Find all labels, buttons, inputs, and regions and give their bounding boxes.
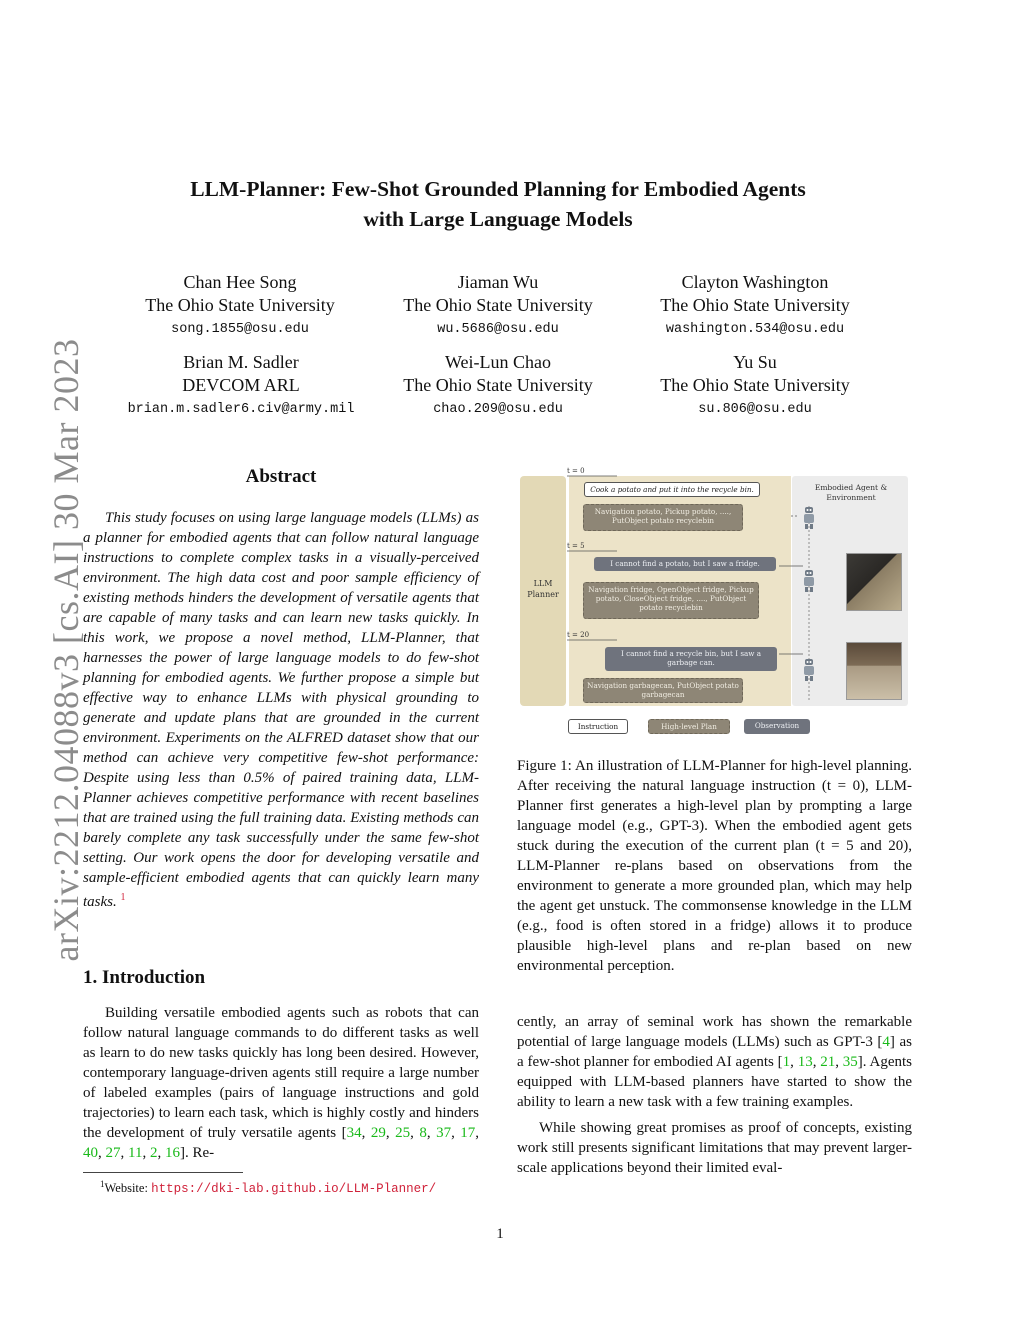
figure-1 bbox=[517, 466, 911, 743]
author-block bbox=[378, 271, 618, 342]
author-name: Yu Su bbox=[733, 352, 777, 372]
figure-caption: Figure 1: An illustration of LLM-Planner for high-level planning. After receiving the natural language instruction (t = 0), LLM-Planner first generates a high-level plan by prompting a large language model (e.g., GPT-3). When the embodied agent gets stuck during the execution of the current plan (t = 5 and 20), LLM-Planner re-plans based on observations from the environment to generate a more grounded plan, which may help the agent get unstuck. The commonsense knowledge in the LLM (e.g., food is often stored in a fridge) allows it to produce plausible high-level plans and re-plan based on new environmental perception. bbox=[517, 758, 912, 974]
footnote-label: Website: bbox=[104, 1181, 152, 1196]
author-affiliation: The Ohio State University bbox=[660, 375, 850, 395]
time-marker: t = 0 bbox=[567, 467, 585, 475]
author-block bbox=[635, 271, 875, 342]
observation-photo bbox=[846, 642, 902, 700]
citation-link[interactable]: 17 bbox=[460, 1125, 476, 1141]
author-block bbox=[120, 271, 360, 342]
footnote bbox=[100, 1179, 436, 1196]
robot-icon bbox=[801, 506, 817, 530]
footnote-number: 1 bbox=[100, 1179, 105, 1189]
author-affiliation: The Ohio State University bbox=[660, 295, 850, 315]
observation-photo bbox=[846, 553, 902, 611]
legend-plan: High-level Plan bbox=[648, 719, 730, 734]
arxiv-stamp: arXiv:2212.04088v3 [cs.AI] 30 Mar 2023 bbox=[46, 338, 86, 962]
author-name: Jiaman Wu bbox=[457, 272, 539, 292]
author-name: Brian M. Sadler bbox=[183, 352, 299, 372]
plan-box: Navigation potato, Pickup potato, ...., PutObject potato recyclebin bbox=[583, 504, 743, 531]
author-email[interactable]: su.806@osu.edu bbox=[698, 402, 812, 417]
environment-label: Embodied Agent & Environment bbox=[814, 483, 888, 502]
robot-icon bbox=[801, 569, 817, 593]
author-name: Wei-Lun Chao bbox=[444, 352, 552, 372]
author-email[interactable]: washington.534@osu.edu bbox=[665, 322, 845, 337]
author-affiliation: The Ohio State University bbox=[145, 295, 335, 315]
intro-paragraph bbox=[83, 1003, 479, 1163]
time-marker: t = 5 bbox=[567, 542, 585, 550]
footnote-rule bbox=[83, 1172, 243, 1173]
author-block bbox=[635, 351, 875, 422]
planner-label: LLM Planner bbox=[527, 579, 559, 599]
citation-link[interactable]: 35 bbox=[842, 1054, 858, 1070]
plan-box: Navigation garbagecan, PutObject potato garbagecan bbox=[583, 678, 743, 703]
legend-observation: Observation bbox=[744, 719, 810, 734]
paragraph-text: ] as a few-shot planner for embodied AI agents [ bbox=[517, 1034, 912, 1070]
intro-text: Building versatile embodied agents such as robots that can follow natural language commands to do different tasks as well as learn to do new tasks quickly has long been desired. However, contemporary language-driven agents still require a large number of labeled examples (pairs of language instructions and gold trajectories) to learn each task, which is highly costly and hinders the development of truly versatile agents [ bbox=[83, 1005, 479, 1141]
author-email[interactable]: song.1855@osu.edu bbox=[171, 322, 309, 337]
robot-icon bbox=[801, 658, 817, 682]
time-marker: t = 20 bbox=[567, 631, 590, 639]
abstract-text: This study focuses on using large language models (LLMs) as a planner for embodied agents that can follow natural language instructions to complete complex tasks in a visually-perceived environment. The high data cost and poor sample efficiency of existing methods hinders the development of versatile agents that are capable of many tasks and can learn new tasks quickly. In this work, we propose a novel method, LLM-Planner, that harnesses the power of large language models to do few-shot planning for embodied agents. We further propose a simple but effective way to enhance LLMs with physical grounding to generate and update plans that are grounded in the current environment. Experiments on the ALFRED dataset show that our method can achieve very competitive few-shot performance: Despite using less than 0.5% of paired training data, LLM-Planner achieves competitive performance with recent baselines that are trained using the full training data. Existing methods can barely complete any task successfully under the same few-shot setting. Our work opens the door for developing versatile and sample-efficient embodied agents that can quickly learn many tasks. bbox=[83, 510, 479, 910]
citation-link[interactable]: 8 bbox=[419, 1125, 427, 1141]
citation-link[interactable]: 11 bbox=[128, 1145, 143, 1161]
intro-text-end: ]. Re- bbox=[179, 1145, 215, 1161]
citation-link[interactable]: 27 bbox=[105, 1145, 121, 1161]
title-line-1: LLM-Planner: Few-Shot Grounded Planning for Embodied Agents bbox=[190, 177, 806, 201]
website-link[interactable]: https://dki-lab.github.io/LLM-Planner/ bbox=[151, 1182, 437, 1197]
author-affiliation: The Ohio State University bbox=[403, 295, 593, 315]
citation-link[interactable]: 29 bbox=[370, 1125, 386, 1141]
citation-link[interactable]: 13 bbox=[797, 1054, 813, 1070]
citation-link[interactable]: 25 bbox=[395, 1125, 411, 1141]
paper-title bbox=[100, 174, 896, 234]
citation-link[interactable]: 40 bbox=[83, 1145, 98, 1161]
observation-box: I cannot find a recycle bin, but I saw a garbage can. bbox=[605, 647, 777, 671]
author-name: Chan Hee Song bbox=[183, 272, 297, 292]
citation-link[interactable]: 1 bbox=[782, 1054, 791, 1070]
author-affiliation: DEVCOM ARL bbox=[182, 375, 300, 395]
author-name: Clayton Washington bbox=[681, 272, 829, 292]
citation-link[interactable]: 37 bbox=[436, 1125, 452, 1141]
citation-link[interactable]: 4 bbox=[882, 1034, 890, 1050]
paragraph-text: While showing great promises as proof of concepts, existing work still presents significant limitations that may prevent larger-scale applications beyond their limited eval- bbox=[517, 1120, 912, 1176]
paragraph-text: ]. Agents equipped with LLM-based planners have started to show the ability to learn a new task with a few training examples. bbox=[517, 1054, 913, 1110]
legend-instruction: Instruction bbox=[568, 719, 628, 734]
author-block bbox=[378, 351, 618, 422]
citation-link[interactable]: 16 bbox=[164, 1145, 180, 1161]
author-email[interactable]: wu.5686@osu.edu bbox=[437, 322, 559, 337]
citation-link[interactable]: 2 bbox=[149, 1145, 158, 1161]
page-number: 1 bbox=[496, 1226, 504, 1242]
abstract-heading: Abstract bbox=[245, 466, 317, 487]
title-line-2: with Large Language Models bbox=[363, 207, 633, 231]
author-email[interactable]: brian.m.sadler6.civ@army.mil bbox=[127, 402, 355, 417]
intro-heading: 1. Introduction bbox=[83, 967, 206, 988]
citation-list: 1, 13, 21, 35 bbox=[782, 1054, 858, 1070]
citation-link[interactable]: 34 bbox=[346, 1125, 362, 1141]
instruction-box: Cook a potato and put it into the recycle bin. bbox=[584, 482, 760, 497]
citation-link[interactable]: 21 bbox=[820, 1054, 836, 1070]
author-email[interactable]: chao.209@osu.edu bbox=[433, 402, 563, 417]
right-column-text bbox=[517, 1012, 912, 1178]
plan-box: Navigation fridge, OpenObject fridge, Pickup potato, CloseObject fridge, ...., PutObject potato recyclebin bbox=[583, 582, 759, 619]
author-affiliation: The Ohio State University bbox=[403, 375, 593, 395]
footnote-marker[interactable]: 1 bbox=[120, 892, 126, 903]
paragraph-text: cently, an array of seminal work has shown the remarkable potential of large language models (LLMs) such as GPT-3 [ bbox=[517, 1014, 912, 1050]
abstract-body bbox=[83, 508, 479, 912]
author-block bbox=[111, 351, 371, 422]
observation-box: I cannot find a potato, but I saw a fridge. bbox=[594, 557, 776, 571]
citation-list: 34, 29, 25, 8, 37, 17, 40, 27, 11, 2, 16 bbox=[83, 1125, 480, 1161]
